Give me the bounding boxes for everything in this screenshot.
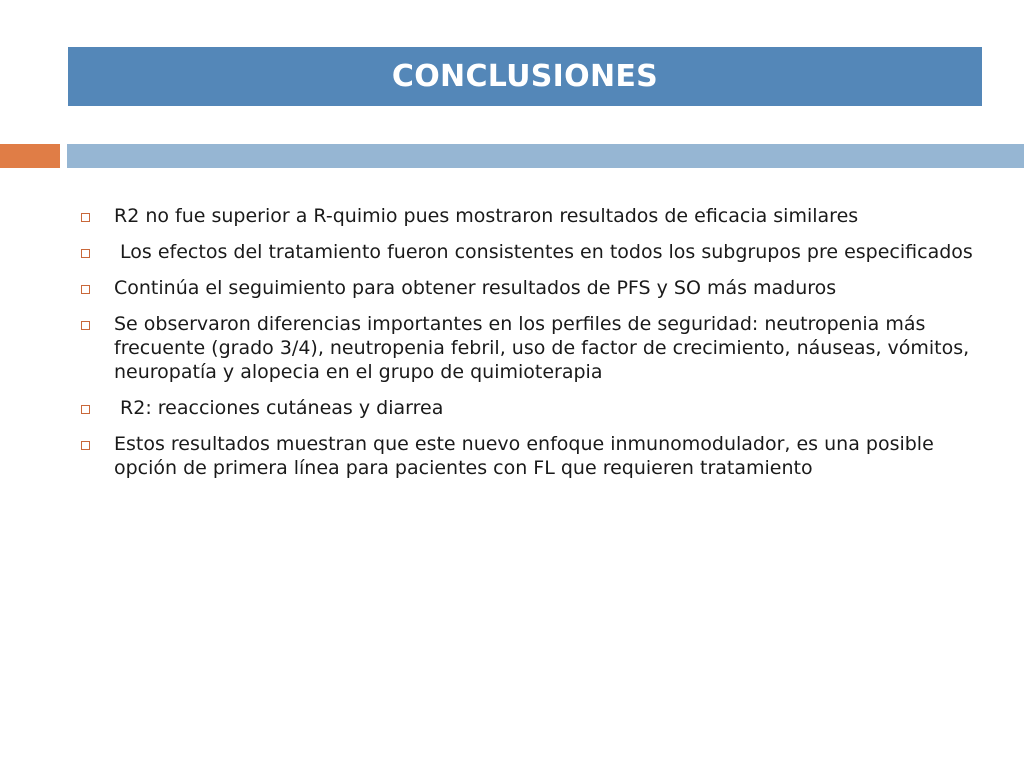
bullet-text: R2: reacciones cutáneas y diarrea <box>114 397 444 419</box>
bullet-text: Se observaron diferencias importantes en los perfiles de seguridad: neutropenia más frecuente (grado 3/4), neutropenia febril, uso de factor de crecimiento, náuseas, vómitos, neuropatía y alopecia en el grupo de quimioterapia <box>114 313 976 383</box>
bullet-text: Continúa el seguimiento para obtener resultados de PFS y SO más maduros <box>114 277 837 299</box>
bullet-item <box>78 204 978 228</box>
accent-bar-blue <box>67 144 1024 168</box>
bullet-item <box>78 240 978 264</box>
square-bullet-icon <box>81 285 90 294</box>
square-bullet-icon <box>81 213 90 222</box>
square-bullet-icon <box>81 321 90 330</box>
square-bullet-icon <box>81 249 90 258</box>
bullet-text: Estos resultados muestran que este nuevo enfoque inmunomodulador, es una posible opción de primera línea para pacientes con FL que requieren tratamiento <box>114 433 940 479</box>
bullet-text: R2 no fue superior a R-quimio pues mostraron resultados de eficacia similares <box>114 205 859 227</box>
title-banner <box>68 47 982 106</box>
bullet-item <box>78 396 978 420</box>
square-bullet-icon <box>81 441 90 450</box>
bullet-text: Los efectos del tratamiento fueron consistentes en todos los subgrupos pre especificados <box>114 241 973 263</box>
bullet-item <box>78 312 978 384</box>
square-bullet-icon <box>81 405 90 414</box>
conclusions-list <box>78 204 978 492</box>
slide-title: CONCLUSIONES <box>391 59 659 94</box>
bullet-item <box>78 276 978 300</box>
bullet-item <box>78 432 978 480</box>
accent-bar-orange <box>0 144 60 168</box>
